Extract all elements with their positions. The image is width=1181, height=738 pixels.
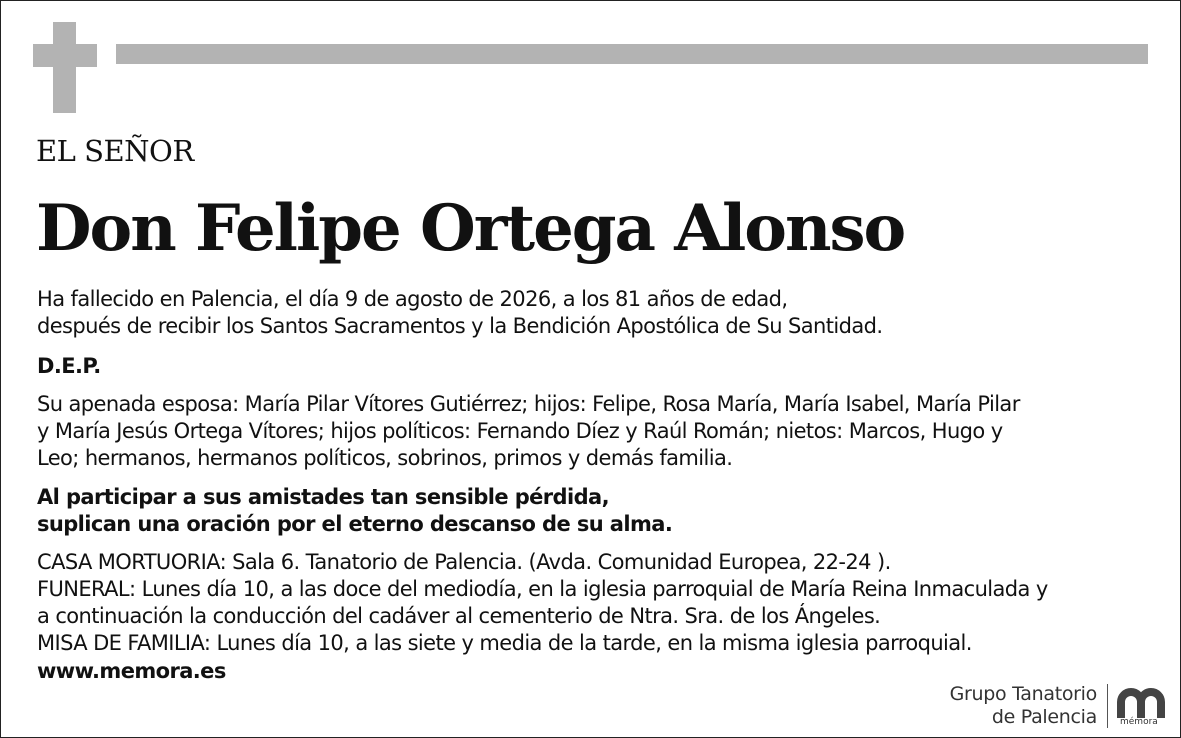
prayer-line: suplican una oración por el eterno descanso de su alma. — [37, 512, 673, 536]
website-link[interactable]: www.memora.es — [37, 659, 226, 683]
cross-icon-vertical — [53, 22, 76, 113]
logo-wordmark: mémora — [1120, 717, 1158, 727]
death-announcement — [37, 286, 882, 340]
company-line: de Palencia — [991, 706, 1097, 728]
announcement-line: después de recibir los Santos Sacramentos y la Bendición Apostólica de Su Santidad. — [37, 314, 883, 338]
wake-location: CASA MORTUORIA: Sala 6. Tanatorio de Palencia. (Avda. Comunidad Europea, 22-24 ). — [37, 550, 891, 574]
family-line: Leo; hermanos, hermanos políticos, sobrinos, primos y demás familia. — [37, 446, 733, 470]
funeral-info: FUNERAL: Lunes día 10, a las doce del mediodía, en la iglesia parroquial de María Reina Inmaculada y — [37, 577, 1048, 601]
funeral-info-continued: a continuación la conducción del cadáver al cementerio de Ntra. Sra. de los Ángeles. — [37, 604, 881, 628]
rip-label: D.E.P. — [37, 354, 101, 378]
memora-m-logo-icon — [1117, 688, 1169, 718]
announcement-line: Ha fallecido en Palencia, el día 9 de agosto de 2026, a los 81 años de edad, — [37, 287, 788, 311]
family-list — [37, 391, 1020, 472]
deceased-name: Don Felipe Ortega Alonso — [36, 191, 905, 266]
funeral-home-name — [901, 683, 1097, 729]
family-mass-info: MISA DE FAMILIA: Lunes día 10, a las siete y media de la tarde, en la misma iglesia parroquial. — [37, 631, 972, 655]
logo-divider — [1107, 684, 1108, 728]
prayer-line: Al participar a sus amistades tan sensible pérdida, — [37, 485, 609, 509]
company-line: Grupo Tanatorio — [949, 683, 1097, 705]
funeral-details — [37, 549, 1048, 657]
family-line: Su apenada esposa: María Pilar Vítores Gutiérrez; hijos: Felipe, Rosa María, María Isabel, María Pilar — [37, 392, 1020, 416]
cross-icon-horizontal — [33, 44, 97, 67]
family-line: y María Jesús Ortega Vítores; hijos políticos: Fernando Díez y Raúl Román; nietos: Marcos, Hugo y — [37, 419, 1003, 443]
prayer-request — [37, 484, 672, 538]
header-divider-bar — [116, 44, 1148, 64]
title-prefix: EL SEÑOR — [36, 134, 194, 168]
